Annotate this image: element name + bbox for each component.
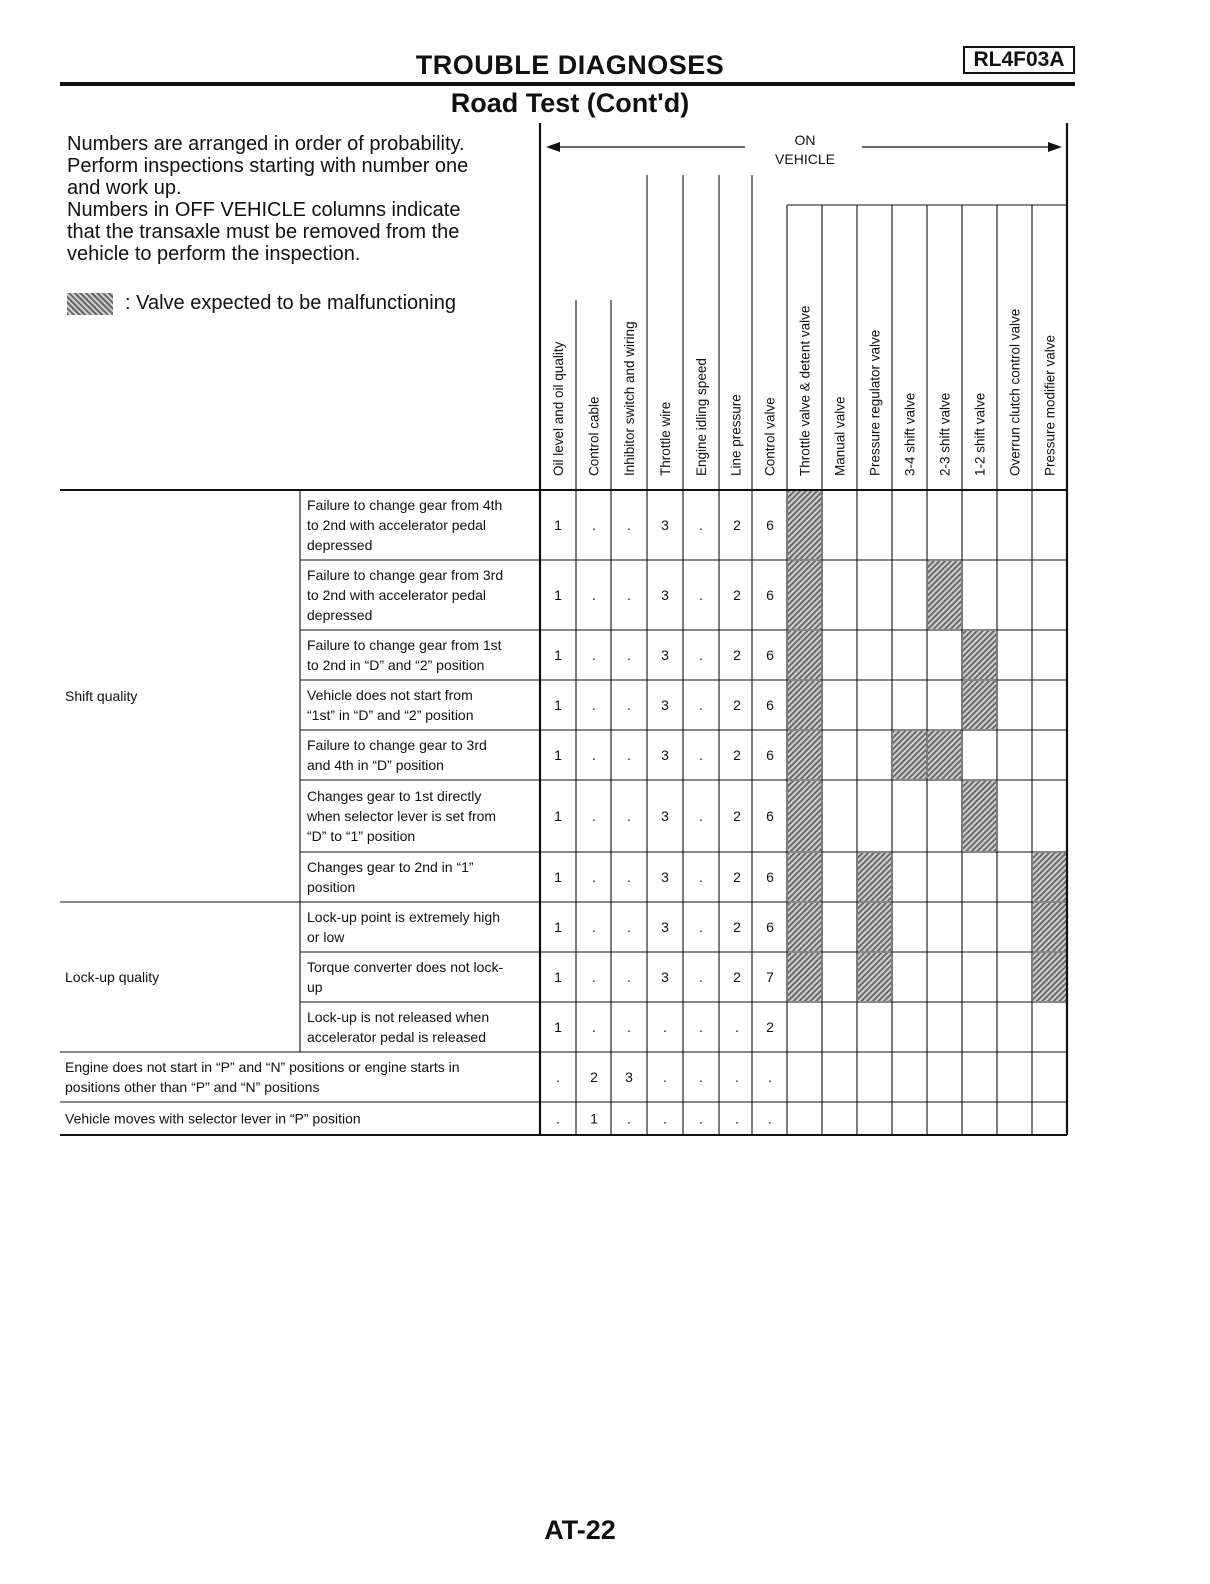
cell-value: 6 xyxy=(766,869,774,885)
cell-value: 3 xyxy=(661,517,669,533)
shaded-cell xyxy=(1033,853,1066,901)
shaded-cell xyxy=(963,631,996,679)
column-header: Pressure regulator valve xyxy=(867,329,883,476)
cell-value: . xyxy=(627,1019,631,1035)
shaded-cell xyxy=(788,853,821,901)
row-description: “D” to “1” position xyxy=(307,828,416,844)
group-label: Lock-up quality xyxy=(65,969,160,985)
cell-value: 1 xyxy=(554,647,562,663)
column-header: Control cable xyxy=(586,396,602,476)
row-description: or low xyxy=(307,929,345,945)
cell-value: . xyxy=(592,919,596,935)
cell-value: 6 xyxy=(766,919,774,935)
cell-value: . xyxy=(735,1019,739,1035)
column-header: Inhibitor switch and wiring xyxy=(622,321,637,476)
cell-value: . xyxy=(592,517,596,533)
row-description: position xyxy=(307,879,356,895)
row-description: depressed xyxy=(307,537,373,553)
shaded-cell xyxy=(858,903,891,951)
cell-value: . xyxy=(768,1110,772,1127)
cell-value: . xyxy=(663,1110,667,1127)
page-subtitle: Road Test (Cont'd) xyxy=(450,88,690,118)
group-label: Shift quality xyxy=(65,688,138,704)
intro-line: vehicle to perform the inspection. xyxy=(67,243,361,265)
cell-value: . xyxy=(592,808,596,824)
shaded-cell xyxy=(858,953,891,1001)
column-header: Line pressure xyxy=(728,394,744,476)
cell-value: . xyxy=(663,1069,667,1085)
cell-value: . xyxy=(592,1019,596,1035)
shaded-cell xyxy=(788,631,821,679)
page-number: AT-22 xyxy=(544,1515,616,1545)
shaded-cell xyxy=(963,681,996,729)
cell-value: 1 xyxy=(554,919,562,935)
cell-value: 6 xyxy=(766,647,774,663)
cell-value: . xyxy=(592,869,596,885)
cell-value: . xyxy=(699,747,703,763)
shaded-cell xyxy=(928,561,961,629)
cell-value: . xyxy=(627,697,631,713)
row-description: accelerator pedal is released xyxy=(307,1029,486,1045)
column-header: Engine idling speed xyxy=(694,358,709,476)
row-description: Lock-up point is extremely high xyxy=(307,909,500,925)
shaded-cell xyxy=(858,853,891,901)
column-header: 3-4 shift valve xyxy=(902,392,918,476)
cell-value: 2 xyxy=(733,969,741,985)
row-description: when selector lever is set from xyxy=(307,808,497,824)
cell-value: . xyxy=(768,1069,772,1085)
cell-value: . xyxy=(699,1069,703,1085)
cell-value: 3 xyxy=(661,697,669,713)
cell-value: . xyxy=(735,1069,739,1085)
cell-value: 1 xyxy=(554,1019,562,1035)
column-header: Pressure modifier valve xyxy=(1042,334,1058,476)
legend-text: : Valve expected to be malfunctioning xyxy=(125,292,456,314)
page-title: TROUBLE DIAGNOSES xyxy=(415,50,725,80)
intro-line: Perform inspections starting with number one xyxy=(67,155,469,177)
column-header: 2-3 shift valve xyxy=(937,392,953,476)
shaded-cell xyxy=(963,781,996,851)
cell-value: . xyxy=(699,869,703,885)
row-description: to 2nd in “D” and “2” position xyxy=(307,657,485,673)
shaded-cell xyxy=(788,491,821,559)
row-description: Failure to change gear to 3rd xyxy=(307,737,487,753)
cell-value: . xyxy=(592,969,596,985)
cell-value: 2 xyxy=(733,869,741,885)
column-header: Throttle valve & detent valve xyxy=(797,305,813,476)
on-vehicle-label: VEHICLE xyxy=(775,151,835,167)
cell-value: 6 xyxy=(766,517,774,533)
row-description: Engine does not start in “P” and “N” positions or engine starts in xyxy=(65,1059,460,1075)
row-description: to 2nd with accelerator pedal xyxy=(307,517,486,533)
shaded-cell xyxy=(1033,903,1066,951)
cell-value: . xyxy=(699,517,703,533)
row-description: Failure to change gear from 3rd xyxy=(307,567,504,583)
cell-value: 6 xyxy=(766,587,774,603)
cell-value: . xyxy=(592,587,596,603)
row-description: Failure to change gear from 1st xyxy=(307,637,502,653)
row-description: Failure to change gear from 4th xyxy=(307,497,503,513)
section-code-badge: RL4F03A xyxy=(963,46,1075,74)
cell-value: 6 xyxy=(766,747,774,763)
cell-value: . xyxy=(627,1110,631,1127)
cell-value: 2 xyxy=(733,517,741,533)
row-description: positions other than “P” and “N” positions xyxy=(65,1079,320,1095)
cell-value: . xyxy=(699,919,703,935)
cell-value: 2 xyxy=(733,808,741,824)
cell-value: . xyxy=(699,969,703,985)
shaded-cell xyxy=(928,731,961,779)
cell-value: 6 xyxy=(766,697,774,713)
cell-value: 2 xyxy=(733,647,741,663)
cell-value: 2 xyxy=(766,1019,774,1035)
cell-value: 1 xyxy=(554,747,562,763)
cell-value: . xyxy=(699,697,703,713)
shaded-cell xyxy=(893,731,926,779)
row-description: and 4th in “D” position xyxy=(307,757,444,773)
row-description: Vehicle does not start from xyxy=(307,687,473,703)
arrow-right-icon xyxy=(1048,142,1062,152)
row-description: up xyxy=(307,979,323,995)
cell-value: . xyxy=(699,1019,703,1035)
cell-value: 1 xyxy=(554,808,562,824)
intro-line: and work up. xyxy=(67,177,182,199)
cell-value: 3 xyxy=(661,747,669,763)
row-description: Changes gear to 1st directly xyxy=(307,788,482,804)
cell-value: . xyxy=(556,1110,560,1127)
row-description: depressed xyxy=(307,607,373,623)
cell-value: 6 xyxy=(766,808,774,824)
cell-value: . xyxy=(699,808,703,824)
column-header: Throttle wire xyxy=(658,401,673,476)
intro-line: Numbers in OFF VEHICLE columns indicate xyxy=(67,199,461,221)
intro-line: Numbers are arranged in order of probability. xyxy=(67,133,465,155)
cell-value: . xyxy=(592,747,596,763)
cell-value: 3 xyxy=(661,969,669,985)
arrow-left-icon xyxy=(546,142,560,152)
cell-value: 1 xyxy=(590,1110,598,1127)
cell-value: . xyxy=(663,1019,667,1035)
shaded-cell xyxy=(788,781,821,851)
cell-value: 1 xyxy=(554,517,562,533)
shaded-cell xyxy=(788,681,821,729)
cell-value: 3 xyxy=(661,869,669,885)
cell-value: . xyxy=(627,869,631,885)
column-header: Oil level and oil quality xyxy=(551,341,566,476)
cell-value: 3 xyxy=(625,1069,633,1085)
cell-value: 1 xyxy=(554,697,562,713)
cell-value: 2 xyxy=(733,697,741,713)
cell-value: . xyxy=(627,517,631,533)
cell-value: . xyxy=(699,1110,703,1127)
shaded-cell xyxy=(788,561,821,629)
intro-line: that the transaxle must be removed from the xyxy=(67,221,460,243)
shaded-cell xyxy=(788,731,821,779)
cell-value: . xyxy=(699,647,703,663)
cell-value: . xyxy=(592,697,596,713)
column-header: Manual valve xyxy=(832,396,848,476)
cell-value: . xyxy=(627,919,631,935)
cell-value: 1 xyxy=(554,587,562,603)
row-description: “1st” in “D” and “2” position xyxy=(307,707,474,723)
cell-value: . xyxy=(556,1069,560,1085)
cell-value: . xyxy=(592,647,596,663)
cell-value: 3 xyxy=(661,919,669,935)
cell-value: 3 xyxy=(661,808,669,824)
row-description: Changes gear to 2nd in “1” xyxy=(307,859,474,875)
column-header: 1-2 shift valve xyxy=(972,392,988,476)
cell-value: . xyxy=(627,969,631,985)
cell-value: 3 xyxy=(661,587,669,603)
cell-value: 2 xyxy=(733,747,741,763)
shaded-cell xyxy=(1033,953,1066,1001)
cell-value: . xyxy=(627,587,631,603)
row-description: Vehicle moves with selector lever in “P” position xyxy=(65,1110,361,1127)
cell-value: 2 xyxy=(590,1069,598,1085)
row-description: Lock-up is not released when xyxy=(307,1009,490,1025)
cell-value: 2 xyxy=(733,919,741,935)
cell-value: 1 xyxy=(554,969,562,985)
cell-value: 2 xyxy=(733,587,741,603)
cell-value: . xyxy=(627,647,631,663)
row-description: to 2nd with accelerator pedal xyxy=(307,587,486,603)
cell-value: 1 xyxy=(554,869,562,885)
column-header: Control valve xyxy=(762,397,778,476)
cell-value: . xyxy=(627,808,631,824)
shaded-cell xyxy=(788,953,821,1001)
cell-value: . xyxy=(627,747,631,763)
cell-value: . xyxy=(699,587,703,603)
cell-value: 3 xyxy=(661,647,669,663)
cell-value: 7 xyxy=(766,969,774,985)
cell-value: . xyxy=(735,1110,739,1127)
on-vehicle-label: ON xyxy=(794,132,816,148)
shaded-cell xyxy=(788,903,821,951)
row-description: Torque converter does not lock- xyxy=(307,959,504,975)
column-header: Overrun clutch control valve xyxy=(1007,308,1023,476)
